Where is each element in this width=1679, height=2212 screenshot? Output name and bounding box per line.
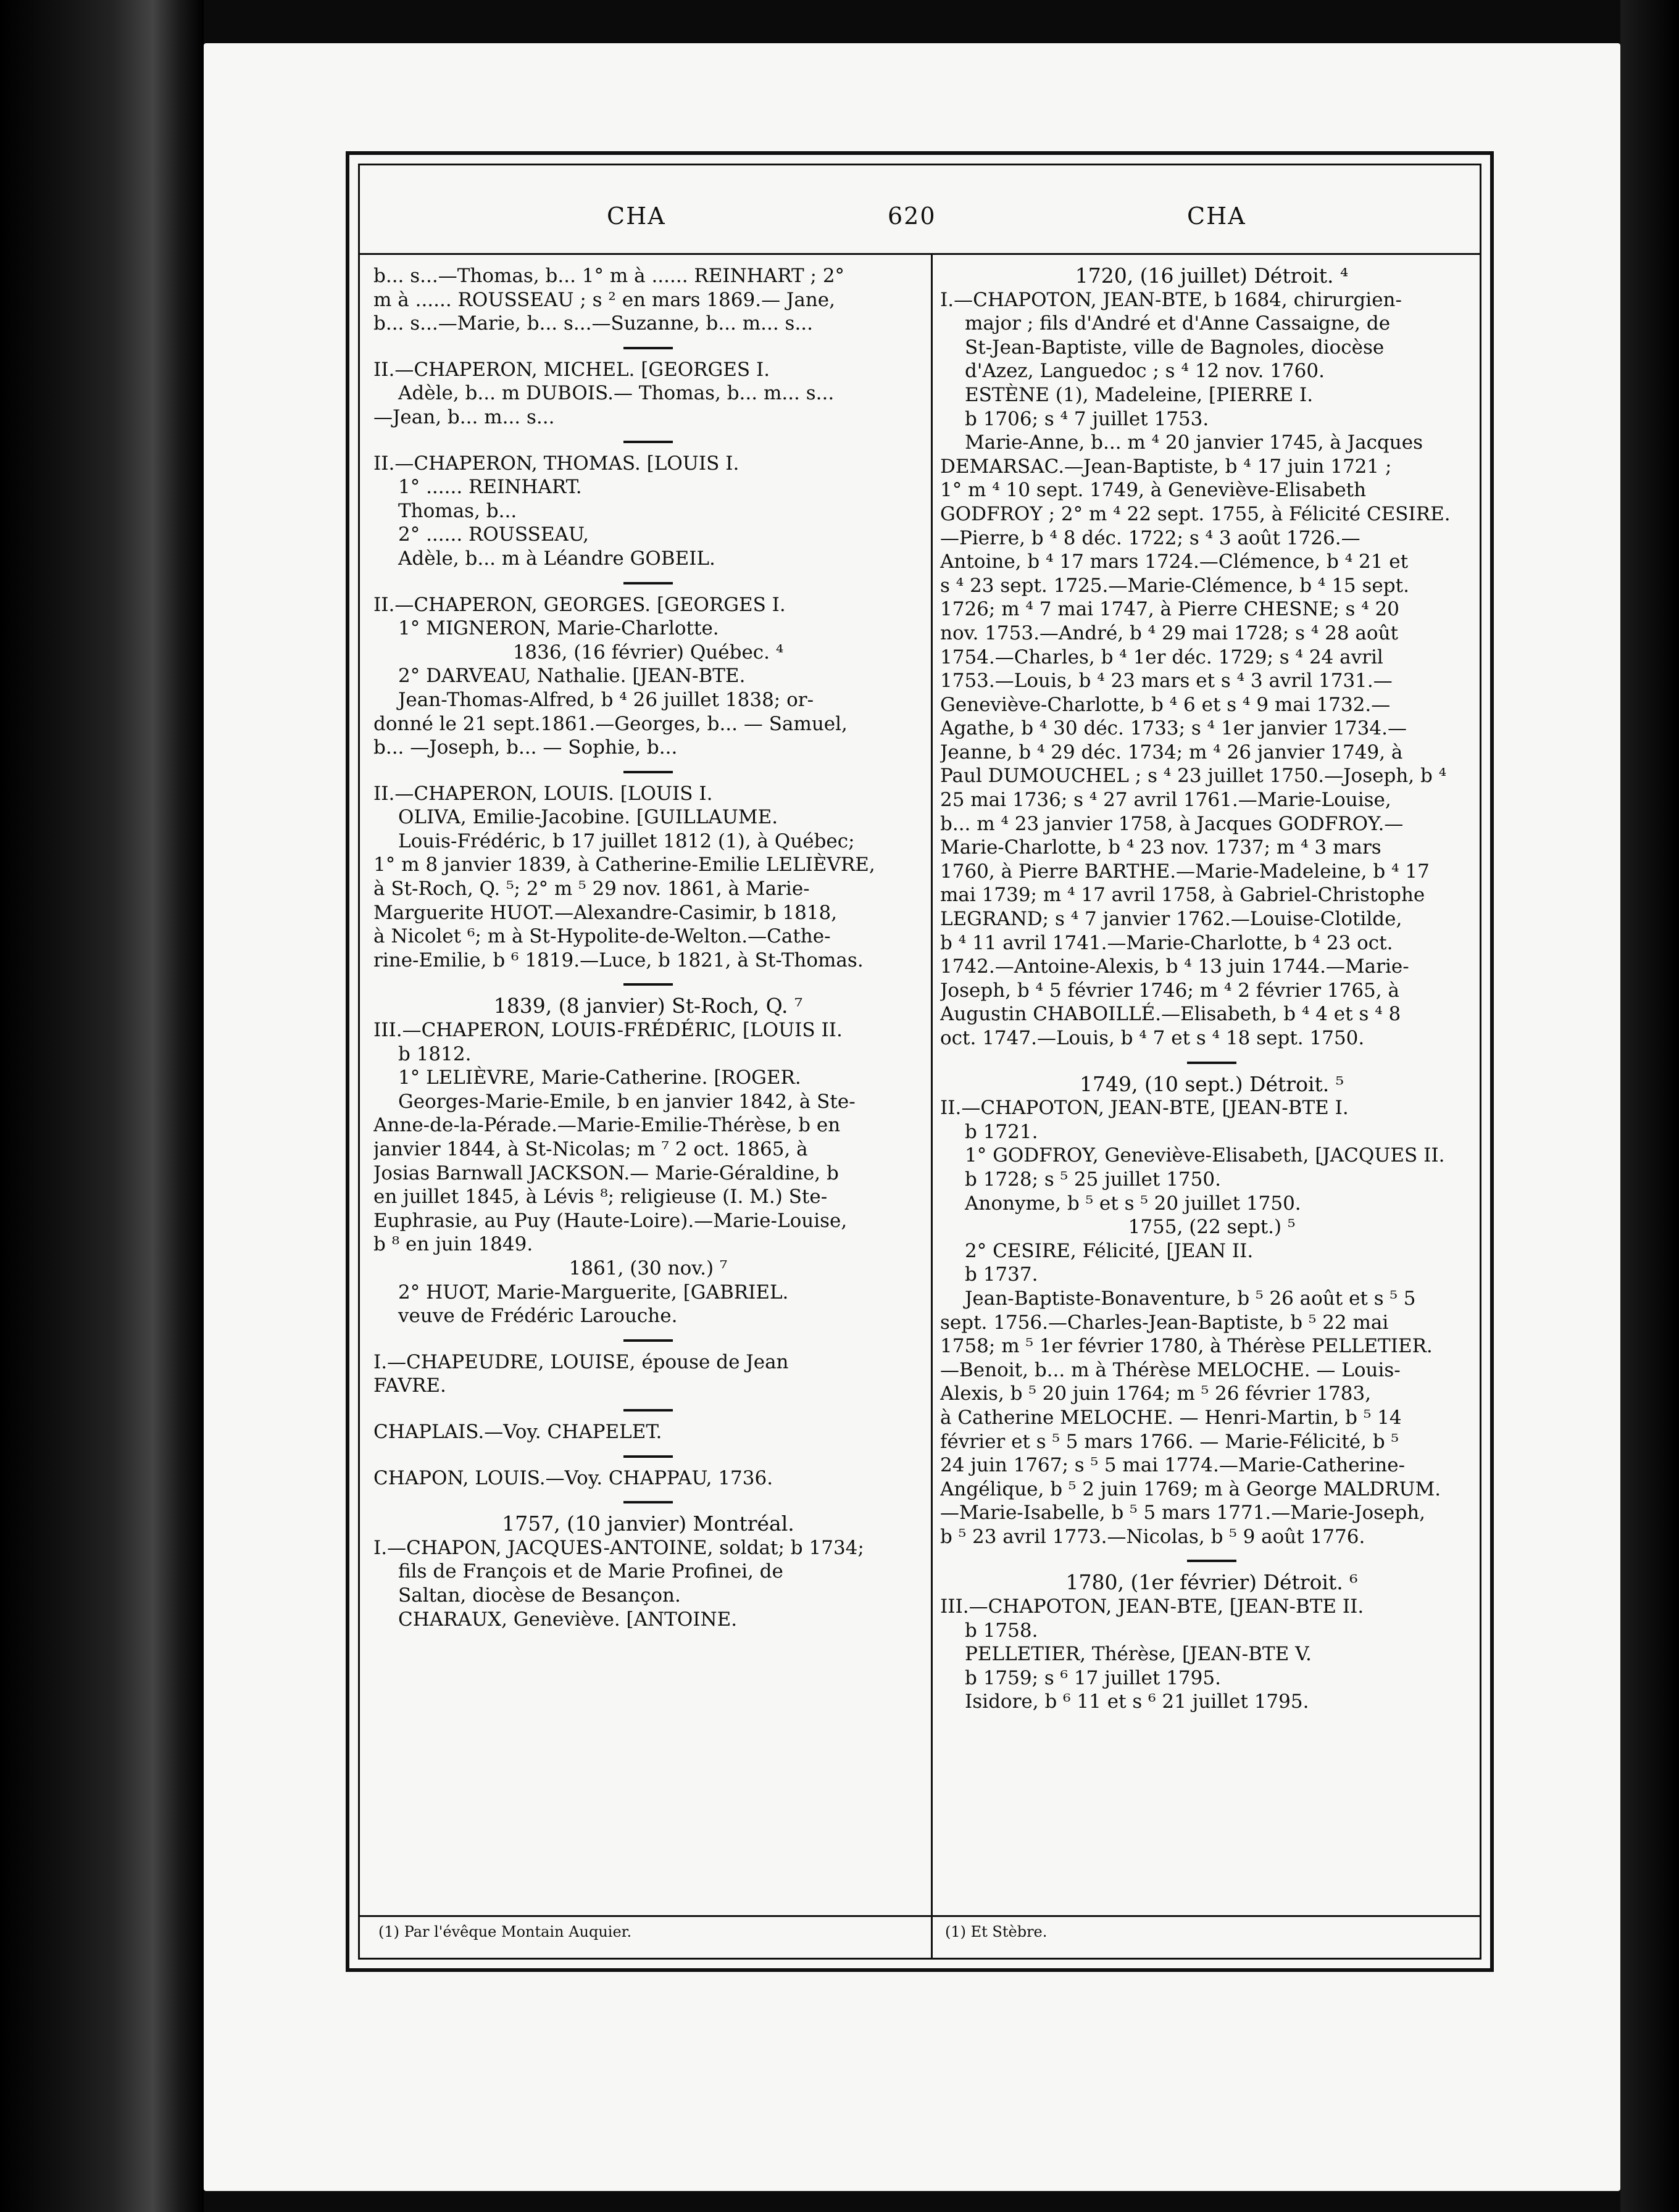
text-line: Saltan, diocèse de Besançon. bbox=[398, 1584, 681, 1607]
section-separator bbox=[623, 441, 673, 443]
text-line: Isidore, b ⁶ 11 et s ⁶ 21 juillet 1795. bbox=[965, 1690, 1309, 1713]
text-line: fils de François et de Marie Profinei, de bbox=[398, 1560, 783, 1583]
text-line: nov. 1753.—André, b ⁴ 29 mai 1728; s ⁴ 28 août bbox=[940, 622, 1399, 644]
text-line: 2° ...... ROUSSEAU, bbox=[398, 523, 590, 546]
text-line: 1° MIGNERON, Marie-Charlotte. bbox=[398, 617, 719, 640]
section-separator bbox=[623, 771, 673, 773]
text-line: DEMARSAC.—Jean-Baptiste, b ⁴ 17 juin 1721 ; bbox=[940, 455, 1392, 478]
text-line: à Nicolet ⁶; m à St-Hypolite-de-Welton.—Cathe- bbox=[373, 925, 831, 948]
text-line: Adèle, b... m à Léandre GOBEIL. bbox=[398, 547, 715, 570]
section-separator bbox=[1187, 1062, 1236, 1064]
marriage-date-heading: 1720, (16 juillet) Détroit. ⁴ bbox=[1075, 264, 1349, 288]
section-separator bbox=[623, 1339, 673, 1342]
text-line: OLIVA, Emilie-Jacobine. [GUILLAUME. bbox=[398, 806, 778, 829]
section-separator bbox=[623, 1501, 673, 1503]
text-line: —Benoit, b... m à Thérèse MELOCHE. — Louis- bbox=[940, 1358, 1401, 1381]
text-line: 1726; m ⁴ 7 mai 1747, à Pierre CHESNE; s ⁴ 20 bbox=[940, 598, 1399, 621]
marriage-date-heading: 1749, (10 sept.) Détroit. ⁵ bbox=[1080, 1072, 1344, 1096]
text-line: major ; fils d'André et d'Anne Cassaigne, de bbox=[965, 312, 1391, 335]
section-separator bbox=[623, 347, 673, 349]
marriage-date-heading: 1780, (1er février) Détroit. ⁶ bbox=[1065, 1571, 1358, 1595]
column-divider bbox=[931, 253, 933, 1958]
text-line: b 1737. bbox=[965, 1263, 1038, 1286]
text-line: mai 1739; m ⁴ 17 avril 1758, à Gabriel-Christophe bbox=[940, 884, 1425, 907]
text-line: Marguerite HUOT.—Alexandre-Casimir, b 1818, bbox=[373, 901, 838, 924]
text-line: 2° DARVEAU, Nathalie. [JEAN-BTE. bbox=[398, 665, 746, 688]
page-edge-shadow bbox=[1620, 0, 1679, 2212]
text-line: b ⁵ 23 avril 1773.—Nicolas, b ⁵ 9 août 1776. bbox=[940, 1525, 1365, 1548]
running-header bbox=[360, 165, 1480, 255]
text-line: II.—CHAPERON, MICHEL. [GEORGES I. bbox=[373, 358, 770, 381]
text-line: 1° m ⁴ 10 sept. 1749, à Geneviève-Elisabeth bbox=[940, 479, 1367, 502]
text-line: février et s ⁵ 5 mars 1766. — Marie-Félicité, b ⁵ bbox=[940, 1430, 1399, 1453]
header-right: CHA bbox=[1187, 202, 1246, 230]
header-left: CHA bbox=[607, 202, 666, 230]
text-line: Augustin CHABOILLÉ.—Elisabeth, b ⁴ 4 et s ⁴ 8 bbox=[940, 1003, 1401, 1026]
book-spine-shadow bbox=[0, 0, 204, 2212]
text-line: Anne-de-la-Pérade.—Marie-Emilie-Thérèse, b en bbox=[373, 1114, 841, 1137]
text-line: FAVRE. bbox=[373, 1374, 446, 1397]
text-line: II.—CHAPERON, THOMAS. [LOUIS I. bbox=[373, 452, 740, 475]
text-line: —Marie-Isabelle, b ⁵ 5 mars 1771.—Marie-Joseph, bbox=[940, 1502, 1426, 1524]
text-line: 1° GODFROY, Geneviève-Elisabeth, [JACQUES II. bbox=[965, 1144, 1445, 1167]
marriage-date-heading: 1757, (10 janvier) Montréal. bbox=[502, 1512, 794, 1536]
section-separator bbox=[623, 983, 673, 986]
text-line: b... s...—Marie, b... s...—Suzanne, b... m... s... bbox=[373, 312, 814, 335]
page-frame bbox=[346, 151, 1494, 1972]
text-line: b... —Joseph, b... — Sophie, b... bbox=[373, 736, 678, 759]
text-line: m à ...... ROUSSEAU ; s ² en mars 1869.— Jane, bbox=[373, 288, 836, 311]
text-line: b... s...—Thomas, b... 1° m à ...... REINHART ; 2° bbox=[373, 265, 845, 287]
text-line: d'Azez, Languedoc ; s ⁴ 12 nov. 1760. bbox=[965, 360, 1325, 383]
text-line: en juillet 1845, à Lévis ⁸; religieuse (I. M.) Ste- bbox=[373, 1186, 828, 1208]
text-line: Adèle, b... m DUBOIS.— Thomas, b... m... s... bbox=[398, 382, 835, 405]
text-line: Angélique, b ⁵ 2 juin 1769; m à George MALDRUM. bbox=[940, 1478, 1441, 1500]
text-line: Josias Barnwall JACKSON.— Marie-Géraldine, b bbox=[373, 1162, 839, 1184]
text-line: I.—CHAPOTON, JEAN-BTE, b 1684, chirurgien- bbox=[940, 288, 1402, 311]
section-separator bbox=[623, 1409, 673, 1412]
section-separator bbox=[623, 582, 673, 584]
text-line: b 1728; s ⁵ 25 juillet 1750. bbox=[965, 1168, 1221, 1191]
text-line: II.—CHAPOTON, JEAN-BTE, [JEAN-BTE I. bbox=[940, 1097, 1349, 1120]
text-line: CHAPON, LOUIS.—Voy. CHAPPAU, 1736. bbox=[373, 1466, 773, 1489]
text-line: 24 juin 1767; s ⁵ 5 mai 1774.—Marie-Catherine- bbox=[940, 1454, 1406, 1477]
text-line: Louis-Frédéric, b 17 juillet 1812 (1), à Québec; bbox=[398, 830, 855, 852]
text-line: Antoine, b ⁴ 17 mars 1724.—Clémence, b ⁴ 21 et bbox=[940, 551, 1409, 573]
right-column bbox=[940, 264, 1483, 1714]
text-line: à St-Roch, Q. ⁵; 2° m ⁵ 29 nov. 1861, à Marie- bbox=[373, 878, 810, 900]
text-line: I.—CHAPON, JACQUES-ANTOINE, soldat; b 1734; bbox=[373, 1536, 864, 1559]
text-line: 2° HUOT, Marie-Marguerite, [GABRIEL. bbox=[398, 1281, 789, 1304]
text-line: b 1759; s ⁶ 17 juillet 1795. bbox=[965, 1666, 1221, 1689]
text-line: II.—CHAPERON, LOUIS. [LOUIS I. bbox=[373, 782, 713, 805]
text-line: sept. 1756.—Charles-Jean-Baptiste, b ⁵ 22 mai bbox=[940, 1311, 1389, 1334]
text-line: I.—CHAPEUDRE, LOUISE, épouse de Jean bbox=[373, 1350, 789, 1373]
text-line: 1754.—Charles, b ⁴ 1er déc. 1729; s ⁴ 24 avril bbox=[940, 646, 1383, 668]
text-line: b 1812. bbox=[398, 1042, 472, 1065]
text-line: Joseph, b ⁴ 5 février 1746; m ⁴ 2 février 1765, à bbox=[940, 979, 1399, 1002]
text-line: 1758; m ⁵ 1er février 1780, à Thérèse PELLETIER. bbox=[940, 1335, 1433, 1358]
text-line: 1836, (16 février) Québec. ⁴ bbox=[512, 641, 784, 663]
text-line: b 1721. bbox=[965, 1120, 1038, 1143]
text-line: III.—CHAPOTON, JEAN-BTE, [JEAN-BTE II. bbox=[940, 1595, 1364, 1618]
text-line: St-Jean-Baptiste, ville de Bagnoles, diocèse bbox=[965, 336, 1385, 359]
text-line: 1755, (22 sept.) ⁵ bbox=[1128, 1216, 1296, 1239]
text-line: —Jean, b... m... s... bbox=[373, 405, 555, 428]
footnote-rule bbox=[360, 1915, 1480, 1917]
text-line: janvier 1844, à St-Nicolas; m ⁷ 2 oct. 1865, à bbox=[373, 1138, 808, 1160]
text-line: donné le 21 sept.1861.—Georges, b... — Samuel, bbox=[373, 712, 848, 735]
section-separator bbox=[1187, 1560, 1236, 1562]
text-line: b 1706; s ⁴ 7 juillet 1753. bbox=[965, 407, 1209, 430]
text-line: 1861, (30 nov.) ⁷ bbox=[569, 1257, 728, 1279]
marriage-date-heading: 1839, (8 janvier) St-Roch, Q. ⁷ bbox=[493, 994, 803, 1018]
text-line: 1742.—Antoine-Alexis, b ⁴ 13 juin 1744.—Marie- bbox=[940, 955, 1409, 978]
text-line: 1760, à Pierre BARTHE.—Marie-Madeleine, b ⁴ 17 bbox=[940, 860, 1430, 883]
text-line: b 1758. bbox=[965, 1619, 1038, 1642]
text-line: II.—CHAPERON, GEORGES. [GEORGES I. bbox=[373, 593, 786, 616]
text-line: s ⁴ 23 sept. 1725.—Marie-Clémence, b ⁴ 15 sept. bbox=[940, 574, 1409, 597]
text-line: 1753.—Louis, b ⁴ 23 mars et s ⁴ 3 avril 1731.— bbox=[940, 670, 1393, 692]
text-line: 1° ...... REINHART. bbox=[398, 476, 582, 499]
text-line: III.—CHAPERON, LOUIS-FRÉDÉRIC, [LOUIS II. bbox=[373, 1019, 843, 1042]
page-frame-inner bbox=[358, 164, 1481, 1960]
text-line: Geneviève-Charlotte, b ⁴ 6 et s ⁴ 9 mai 1732.— bbox=[940, 693, 1391, 716]
text-line: CHARAUX, Geneviève. [ANTOINE. bbox=[398, 1608, 738, 1631]
text-line: Thomas, b... bbox=[398, 499, 517, 522]
text-line: Marie-Charlotte, b ⁴ 23 nov. 1737; m ⁴ 3 mars bbox=[940, 836, 1381, 859]
text-line: rine-Emilie, b ⁶ 1819.—Luce, b 1821, à St-Thomas. bbox=[373, 949, 864, 971]
text-line: b ⁴ 11 avril 1741.—Marie-Charlotte, b ⁴ 23 oct. bbox=[940, 931, 1393, 954]
text-line: 25 mai 1736; s ⁴ 27 avril 1761.—Marie-Louise, bbox=[940, 789, 1391, 812]
text-line: Georges-Marie-Emile, b en janvier 1842, à Ste- bbox=[398, 1090, 856, 1113]
page-number: 620 bbox=[888, 202, 936, 230]
text-line: Marie-Anne, b... m ⁴ 20 janvier 1745, à Jacques bbox=[965, 431, 1423, 454]
footnote-left: (1) Par l'évêque Montain Auquier. bbox=[378, 1923, 632, 1940]
text-line: Jeanne, b ⁴ 29 déc. 1734; m ⁴ 26 janvier 1749, à bbox=[940, 741, 1403, 763]
text-line: 1° LELIÈVRE, Marie-Catherine. [ROGER. bbox=[398, 1066, 801, 1089]
text-line: GODFROY ; 2° m ⁴ 22 sept. 1755, à Félicité CESIRE. bbox=[940, 502, 1451, 525]
text-line: Paul DUMOUCHEL ; s ⁴ 23 juillet 1750.—Joseph, b ⁴ bbox=[940, 765, 1447, 788]
text-line: 1° m 8 janvier 1839, à Catherine-Emilie LELIÈVRE, bbox=[373, 854, 875, 876]
left-column bbox=[373, 264, 923, 1631]
text-line: Jean-Baptiste-Bonaventure, b ⁵ 26 août et s ⁵ 5 bbox=[965, 1287, 1416, 1310]
text-line: ESTÈNE (1), Madeleine, [PIERRE I. bbox=[965, 383, 1314, 406]
text-line: Agathe, b ⁴ 30 déc. 1733; s ⁴ 1er janvier 1734.— bbox=[940, 717, 1407, 740]
text-line: LEGRAND; s ⁴ 7 janvier 1762.—Louise-Clotilde, bbox=[940, 908, 1402, 931]
text-line: 2° CESIRE, Félicité, [JEAN II. bbox=[965, 1239, 1254, 1262]
footnote-right: (1) Et Stèbre. bbox=[945, 1923, 1048, 1940]
text-line: Anonyme, b ⁵ et s ⁵ 20 juillet 1750. bbox=[965, 1192, 1301, 1215]
text-line: Euphrasie, au Puy (Haute-Loire).—Marie-Louise, bbox=[373, 1209, 848, 1232]
text-line: —Pierre, b ⁴ 8 déc. 1722; s ⁴ 3 août 1726.— bbox=[940, 526, 1360, 549]
text-line: Alexis, b ⁵ 20 juin 1764; m ⁵ 26 février 1783, bbox=[940, 1382, 1372, 1405]
text-line: CHAPLAIS.—Voy. CHAPELET. bbox=[373, 1420, 662, 1443]
text-line: à Catherine MELOCHE. — Henri-Martin, b ⁵ 14 bbox=[940, 1406, 1402, 1429]
section-separator bbox=[623, 1455, 673, 1458]
text-line: Jean-Thomas-Alfred, b ⁴ 26 juillet 1838; or- bbox=[398, 688, 814, 711]
text-line: PELLETIER, Thérèse, [JEAN-BTE V. bbox=[965, 1643, 1312, 1666]
text-line: veuve de Frédéric Larouche. bbox=[398, 1305, 678, 1328]
text-line: oct. 1747.—Louis, b ⁴ 7 et s ⁴ 18 sept. 1750. bbox=[940, 1027, 1365, 1049]
text-line: b... m ⁴ 23 janvier 1758, à Jacques GODFROY.— bbox=[940, 812, 1404, 835]
text-line: b ⁸ en juin 1849. bbox=[373, 1233, 533, 1256]
